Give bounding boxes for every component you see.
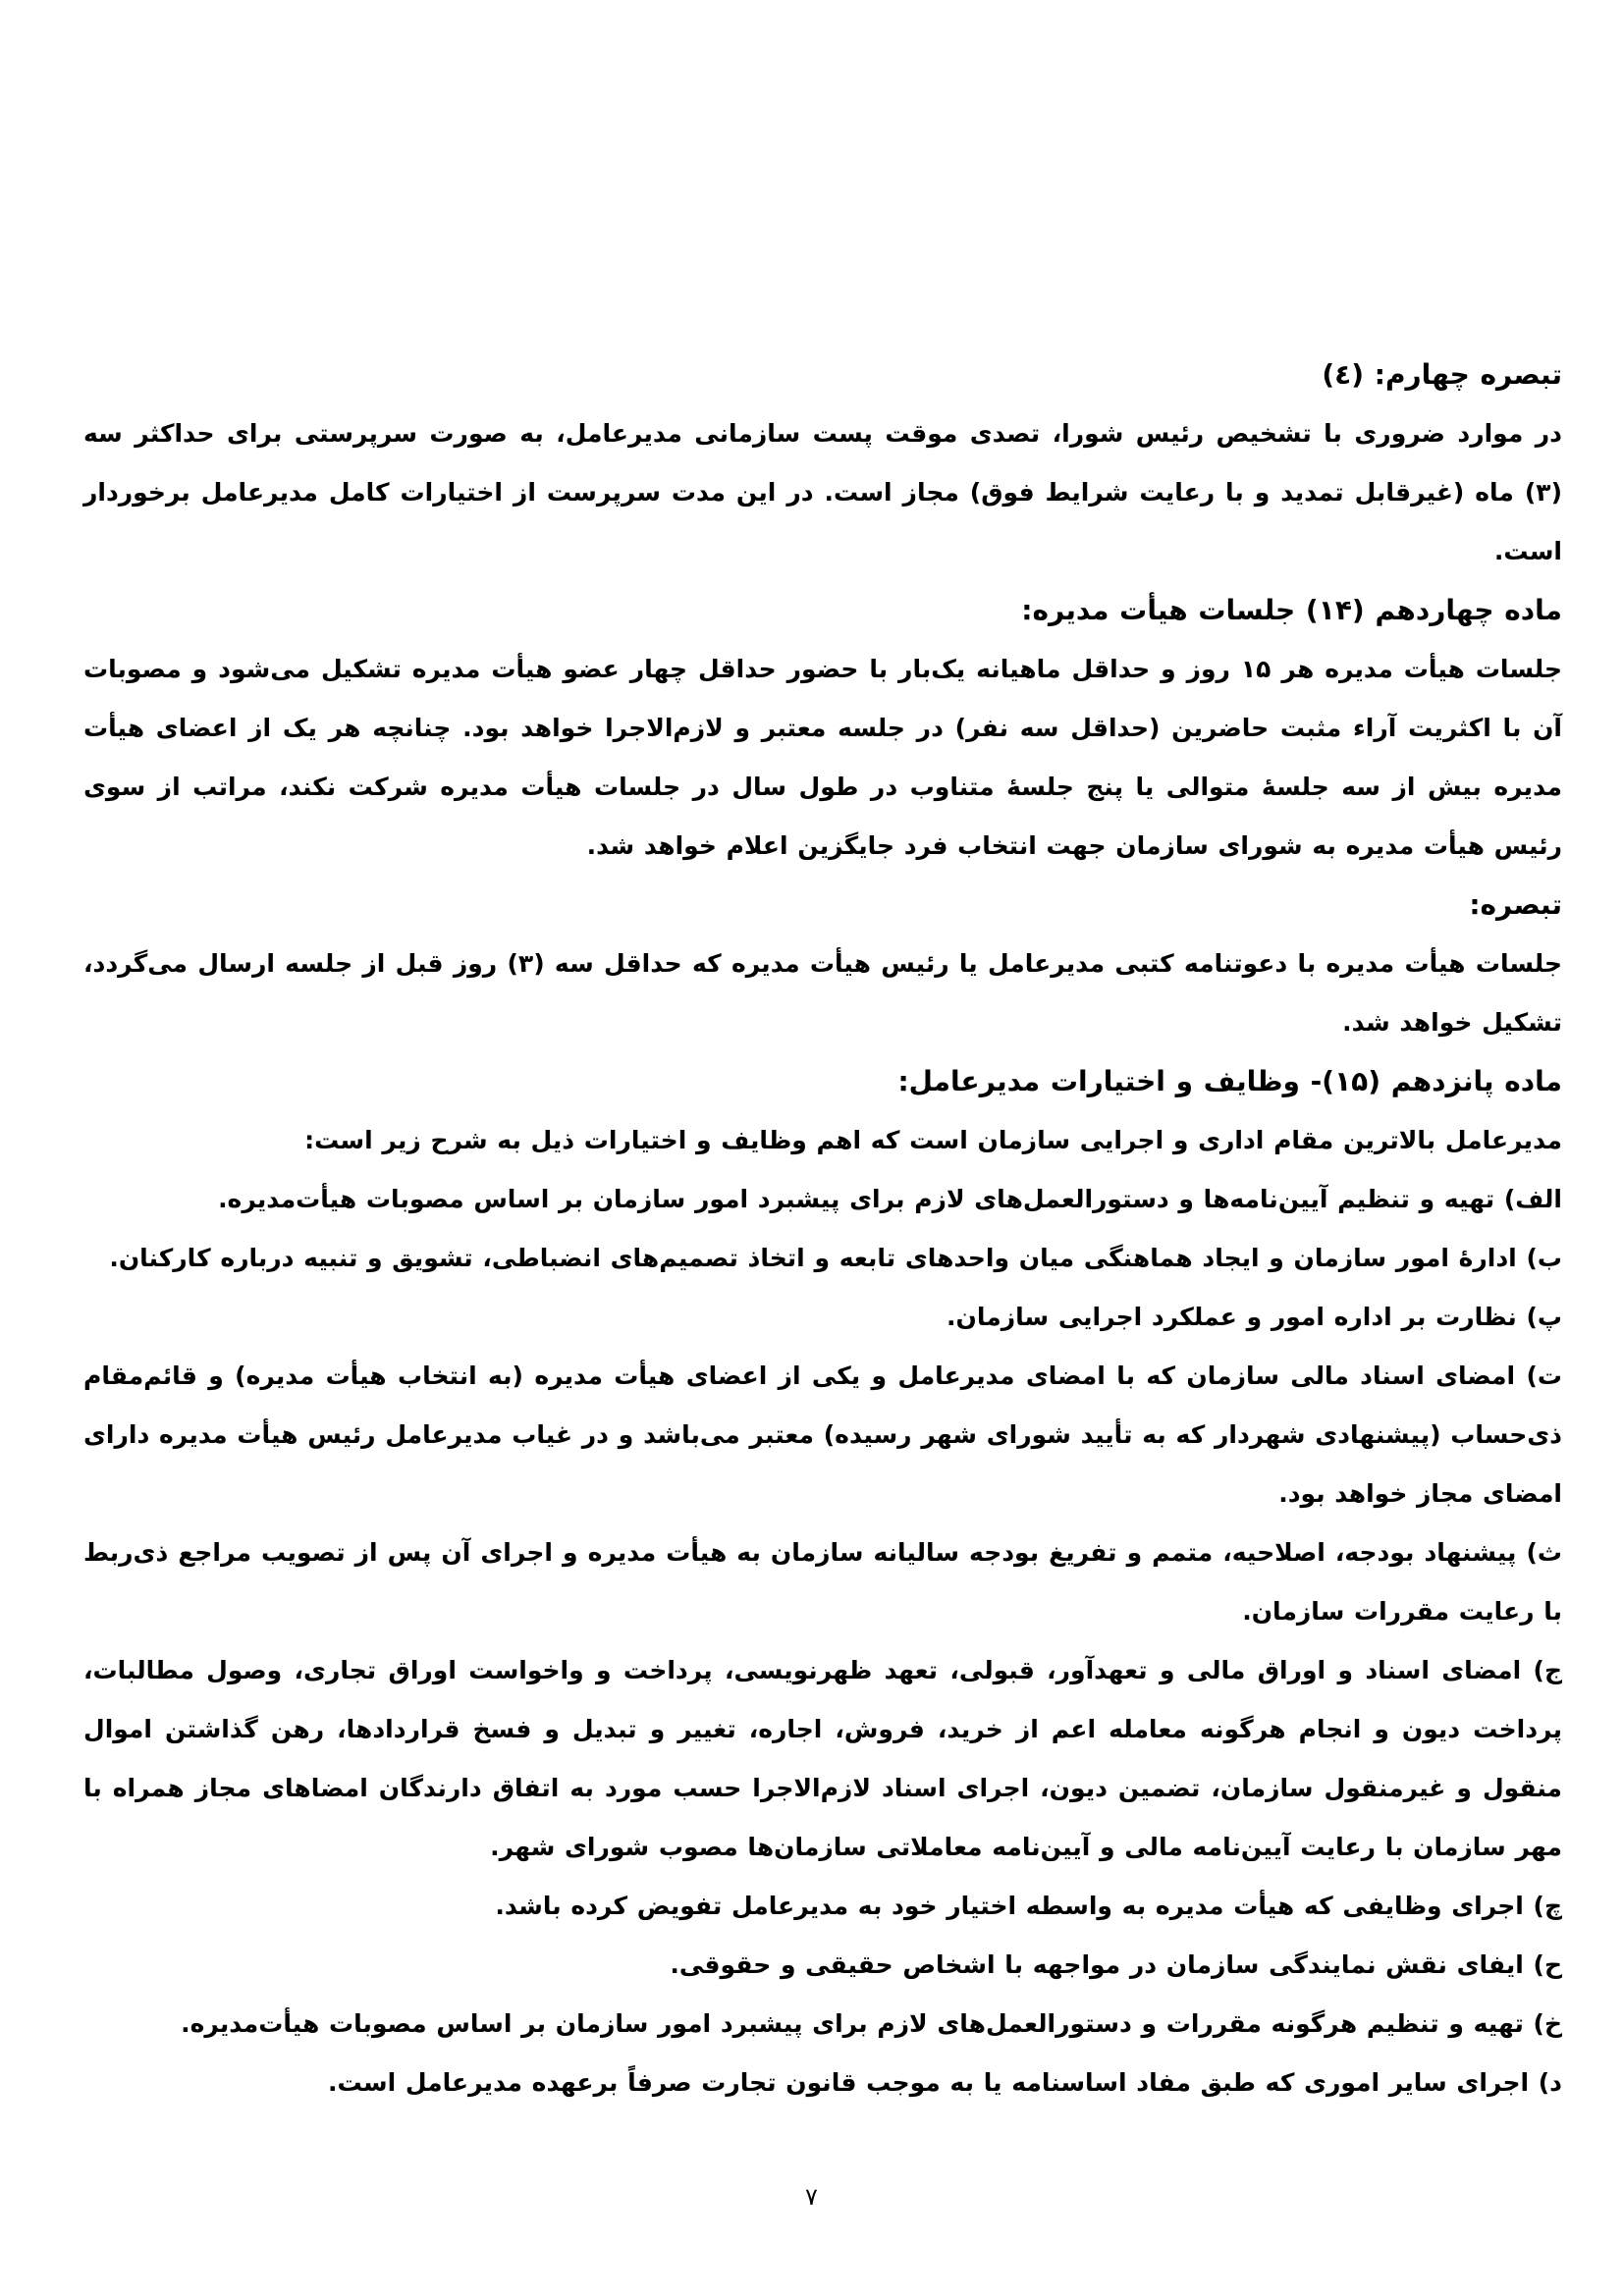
body-paragraph: ح) ایفای نقش نمایندگی سازمان در مواجهه با اشخاص حقیقی و حقوقی.	[670, 1950, 1562, 1979]
body-paragraph: جلسات هیأت مدیره هر ۱۵ روز و حداقل ماهیانه یک‌بار با حضور حداقل چهار عضو هیأت مدیره تشکیل می‌شود و مصوبات آن با اکثریت آراء مثبت حاضرین (حداقل سه نفر) در جلسه معتبر و لازم‌الاجرا خواهد بود. چنانچه هر یک از اعضای هیأت مدیره بیش از سه جلسۀ متوالی یا پنج جلسۀ متناوب در طول سال در جلسات هیأت مدیره شرکت نکند، مراتب از سوی رئیس هیأت مدیره به شورای سازمان جهت انتخاب فرد جایگزین اعلام خواهد شد.	[83, 655, 1562, 860]
section-heading: تبصره چهارم: (٤)	[1322, 358, 1562, 391]
body-paragraph: خ) تهیه و تنظیم هرگونه مقررات و دستورالعمل‌های لازم برای پیشبرد امور سازمان بر اساس مصوبات هیأت‌مدیره.	[181, 2009, 1562, 2038]
body-paragraph: د) اجرای سایر اموری که طبق مفاد اساسنامه یا به موجب قانون تجارت صرفاً برعهده مدیرعامل است.	[328, 2068, 1562, 2097]
body-paragraph: ج) امضای اسناد و اوراق مالی و تعهدآور، قبولی، تعهد ظهرنویسی، پرداخت و واخواست اوراق تجاری، وصول مطالبات، پرداخت دیون و انجام هرگونه معامله اعم از خرید، فروش، اجاره، تغییر و تبدیل و فسخ قراردادها، رهن گذاشتن اموال منقول و غیرمنقول سازمان، تضمین دیون، اجرای اسناد لازم‌الاجرا حسب مورد به اتفاق دارندگان امضاهای مجاز همراه با مهر سازمان با رعایت آیین‌نامه مالی و آیین‌نامه معاملاتی سازمان‌ها مصوب شورای شهر.	[83, 1656, 1562, 1861]
body-paragraph: در موارد ضروری با تشخیص رئیس شورا، تصدی موقت پست سازمانی مدیرعامل، به صورت سرپرستی برای حداکثر سه (٣) ماه (غیرقابل تمدید و با رعایت شرایط فوق) مجاز است. در این مدت سرپرست از اختیارات کامل مدیرعامل برخوردار است.	[83, 419, 1562, 565]
body-paragraph: ث) پیشنهاد بودجه، اصلاحیه، متمم و تفریغ بودجه سالیانه سازمان به هیأت مدیره و اجرای آن پس از تصویب مراجع ذی‌ربط با رعایت مقررات سازمان.	[83, 1538, 1562, 1626]
body-paragraph: ب) ادارۀ امور سازمان و ایجاد هماهنگی میان واحدهای تابعه و اتخاذ تصمیم‌های انضباطی، تشویق و تنبیه درباره کارکنان.	[109, 1244, 1562, 1272]
body-paragraph: مدیرعامل بالاترین مقام اداری و اجرایی سازمان است که اهم وظایف و اختیارات ذیل به شرح زیر است:	[304, 1126, 1562, 1154]
section-heading: ماده چهاردهم (۱۴) جلسات هیأت مدیره:	[1021, 594, 1562, 626]
body-paragraph: پ) نظارت بر اداره امور و عملکرد اجرایی سازمان.	[947, 1303, 1562, 1331]
section-heading: ماده پانزدهم (۱۵)- وظایف و اختیارات مدیرعامل:	[897, 1065, 1562, 1097]
document-body	[83, 346, 1562, 2112]
body-paragraph: ت) امضای اسناد مالی سازمان که با امضای مدیرعامل و یکی از اعضای هیأت مدیره (به انتخاب هیأت مدیره) و قائم‌مقام ذی‌حساب (پیشنهادی شهردار که به تأیید شورای شهر رسیده) معتبر می‌باشد و در غیاب مدیرعامل رئیس هیأت مدیره دارای امضای مجاز خواهد بود.	[83, 1362, 1562, 1508]
body-paragraph: چ) اجرای وظایفی که هیأت مدیره به واسطه اختیار خود به مدیرعامل تفویض کرده باشد.	[495, 1892, 1562, 1920]
body-paragraph: جلسات هیأت مدیره با دعوتنامه کتبی مدیرعامل یا رئیس هیأت مدیره که حداقل سه (٣) روز قبل از جلسه ارسال می‌گردد، تشکیل خواهد شد.	[83, 949, 1562, 1037]
section-heading: تبصره:	[1469, 888, 1562, 921]
page-number: ۷	[805, 2183, 818, 2211]
body-paragraph: الف) تهیه و تنظیم آیین‌نامه‌ها و دستورالعمل‌های لازم برای پیشبرد امور سازمان بر اساس مصوبات هیأت‌مدیره.	[218, 1185, 1562, 1213]
